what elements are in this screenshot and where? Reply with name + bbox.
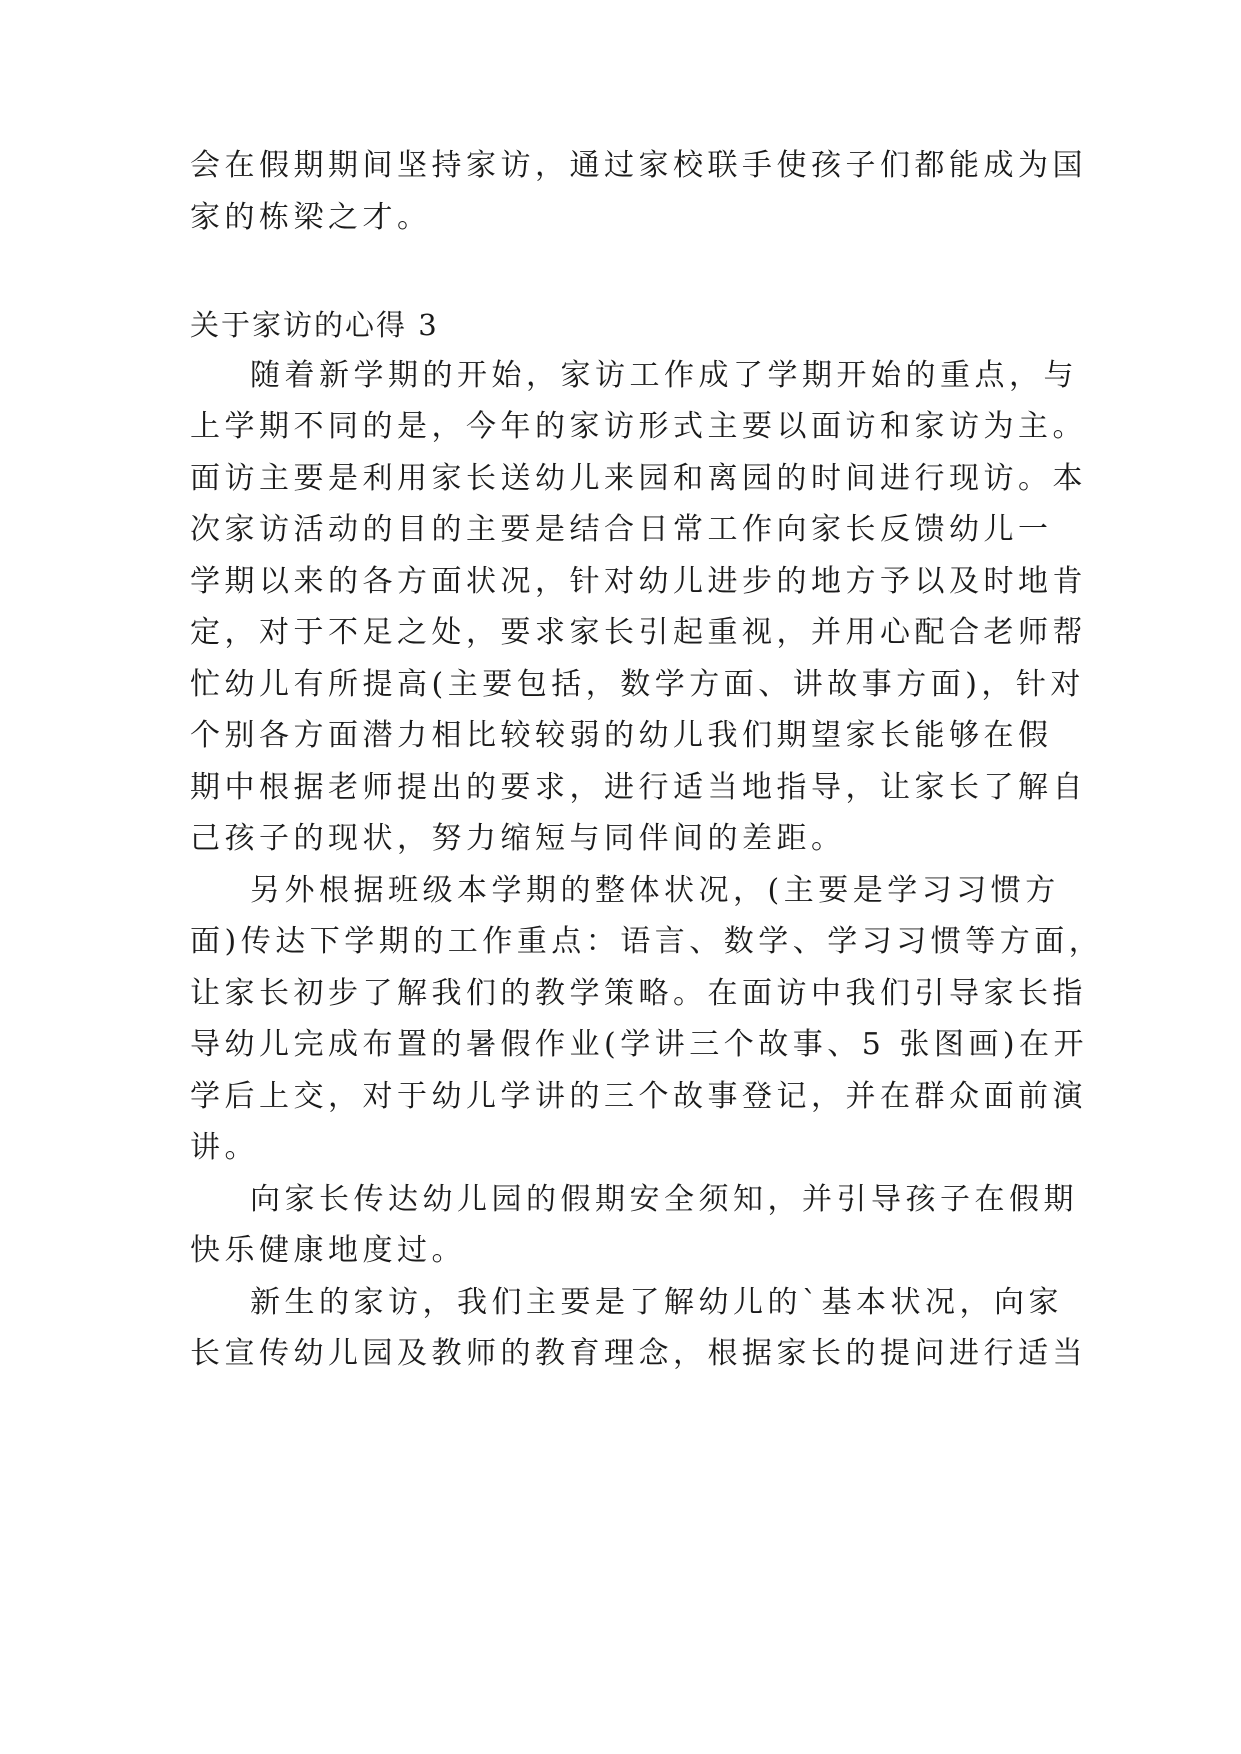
text-line: 学后上交，对于幼儿学讲的三个故事登记，并在群众面前演 (190, 1079, 1087, 1114)
text-line: 忙幼儿有所提高(主要包括，数学方面、讲故事方面)，针对 (190, 667, 1085, 702)
text-line: 家的栋梁之才。 (190, 200, 432, 235)
text-line: 上学期不同的是，今年的家访形式主要以面访和家访为主。 (190, 409, 1087, 444)
section-title: 关于家访的心得 3 (190, 308, 439, 342)
text-line: 定，对于不足之处，要求家长引起重视，并用心配合老师帮 (190, 615, 1087, 650)
text-line: 面访主要是利用家长送幼儿来园和离园的时间进行现访。本 (190, 461, 1087, 496)
text-line: 导幼儿完成布置的暑假作业(学讲三个故事、5 张图画)在开 (190, 1027, 1089, 1062)
text-line: 向家长传达幼儿园的假期安全须知，并引导孩子在假期 (250, 1182, 1078, 1217)
text-line: 随着新学期的开始，家访工作成了学期开始的重点，与 (250, 358, 1078, 393)
text-line: 面)传达下学期的工作重点：语言、数学、学习习惯等方面， (190, 924, 1104, 959)
text-line: 快乐健康地度过。 (190, 1233, 466, 1268)
text-line: 讲。 (190, 1130, 259, 1165)
text-line: 学期以来的各方面状况，针对幼儿进步的地方予以及时地肯 (190, 564, 1087, 599)
text-line: 另外根据班级本学期的整体状况，(主要是学习习惯方 (250, 873, 1060, 908)
text-line: 让家长初步了解我们的教学策略。在面访中我们引导家长指 (190, 976, 1087, 1011)
text-line: 个别各方面潜力相比较较弱的幼儿我们期望家长能够在假 (190, 718, 1053, 753)
text-line: 己孩子的现状，努力缩短与同伴间的差距。 (190, 821, 846, 856)
text-line: 长宣传幼儿园及教师的教育理念，根据家长的提问进行适当 (190, 1336, 1087, 1371)
text-line: 新生的家访，我们主要是了解幼儿的`基本状况，向家 (250, 1285, 1063, 1320)
text-line: 期中根据老师提出的要求，进行适当地指导，让家长了解自 (190, 770, 1087, 805)
text-line: 会在假期期间坚持家访，通过家校联手使孩子们都能成为国 (190, 148, 1087, 183)
text-line: 次家访活动的目的主要是结合日常工作向家长反馈幼儿一 (190, 512, 1053, 547)
